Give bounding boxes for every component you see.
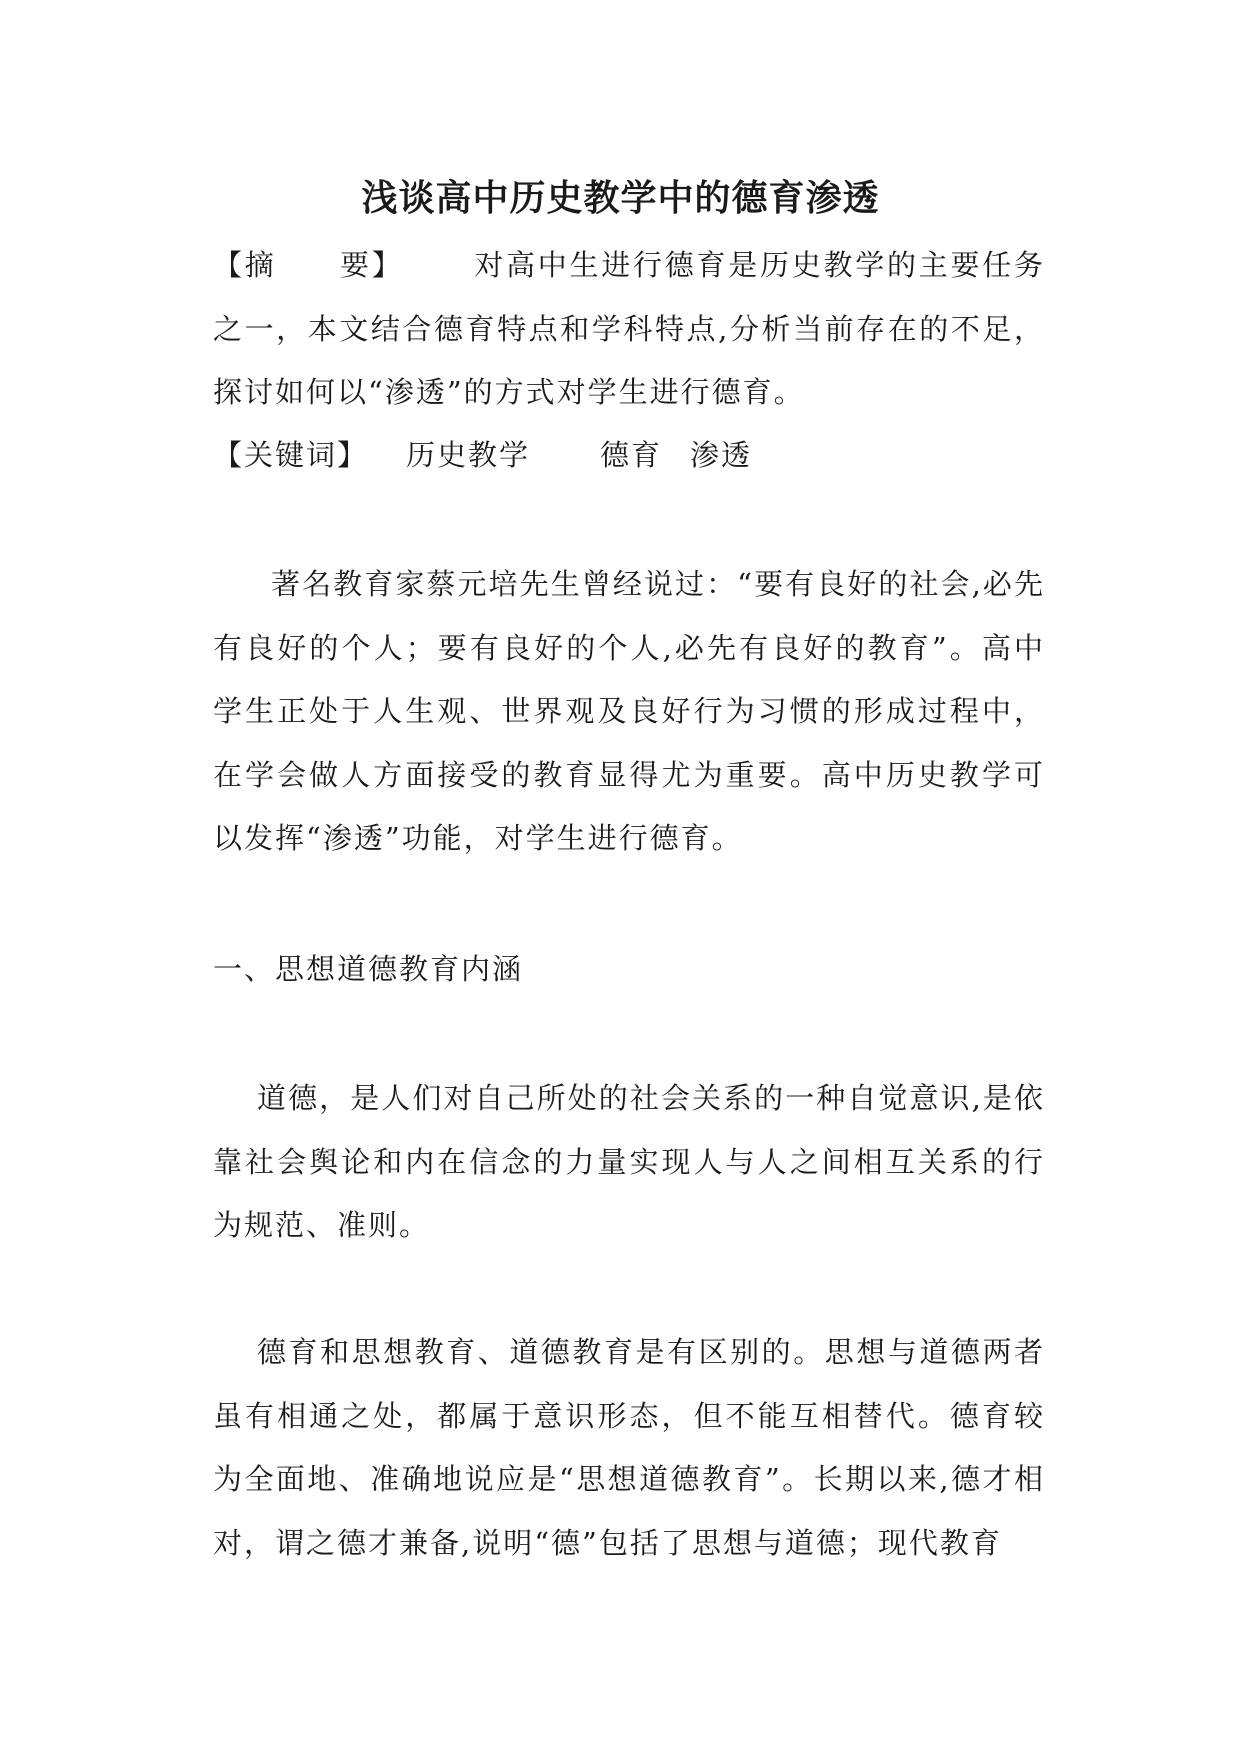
- keywords-label: 【关键词】: [213, 438, 369, 472]
- keyword-item: 历史教学: [406, 438, 531, 472]
- abstract-text: 对高中生进行德育是历史教学的主要任务之一，本文结合德育特点和学科特点,分析当前存在的不足，探讨如何以“渗透”的方式对学生进行德育。: [213, 248, 1045, 409]
- abstract-label: 【摘 要】: [213, 248, 404, 282]
- keyword-item: 渗透: [690, 438, 753, 472]
- intro-paragraph: 著名教育家蔡元培先生曾经说过：“要有良好的社会,必先有良好的个人；要有良好的个人,必先有良好的教育”。高中学生正处于人生观、世界观及良好行为习惯的形成过程中，在学会做人方面接受的教育显得尤为重要。高中历史教学可以发挥“渗透”功能，对学生进行德育。: [213, 567, 1045, 855]
- document-title: 浅谈高中历史教学中的德育渗透: [361, 177, 880, 219]
- keyword-item: 德育: [600, 438, 663, 472]
- body-paragraph: 德育和思想教育、道德教育是有区别的。思想与道德两者虽有相通之处，都属于意识形态，但不能互相替代。德育较为全面地、准确地说应是“思想道德教育”。长期以来,德才相对，谓之德才兼备,说明“德”包括了思想与道德；现代教育: [213, 1335, 1045, 1560]
- abstract-section: [213, 234, 1045, 425]
- section-heading: 一、思想道德教育内涵: [213, 952, 524, 986]
- body-paragraph: 道德，是人们对自己所处的社会关系的一种自觉意识,是依靠社会舆论和内在信念的力量实现人与人之间相互关系的行为规范、准则。: [213, 1081, 1045, 1242]
- keywords-section: [213, 424, 1045, 488]
